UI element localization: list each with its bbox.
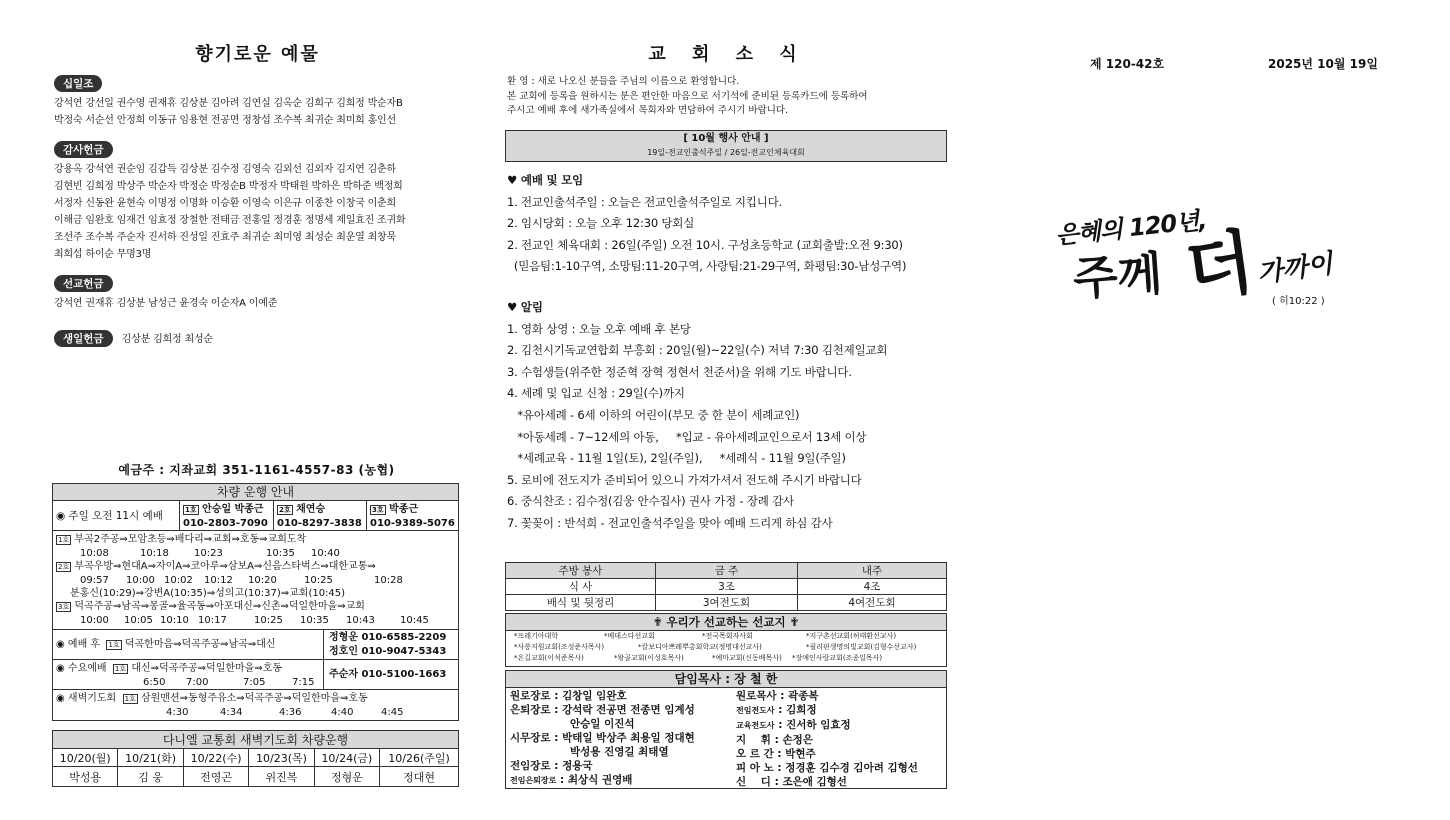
kitchen-cell: 3조	[656, 579, 798, 595]
names-line: 김상분 김희정 최성순	[121, 334, 213, 345]
route-1	[56, 533, 455, 547]
driver-phone: 010-9389-5076	[370, 518, 455, 529]
mission-item: *필리핀생명의빛교회(김형수선교사)	[806, 643, 917, 651]
daniel-day: 10/20(월)	[53, 749, 118, 767]
staff-role: 원로목사	[736, 690, 777, 702]
daniel-day: 10/23(목)	[249, 749, 314, 767]
daniel-day: 10/24(금)	[314, 749, 379, 767]
staff-names: 김창일 임완호	[562, 690, 627, 702]
worship-item: (믿음팀:1-10구역, 소망팀:11-20구역, 사랑팀:21-29구역, 화평팀:30-남성구역)	[507, 259, 907, 274]
daniel-day: 10/26(주일)	[380, 749, 459, 767]
staff-role: 전임은퇴장로	[510, 776, 557, 785]
kitchen-cell: 4여전도회	[798, 595, 947, 611]
mission-item: *베데스다선교회	[604, 632, 655, 640]
staff-role: 전임전도사	[736, 706, 775, 715]
names-line: 김현빈 김희정 박상주 박순자 박정순 박정순B 박정자 박태원 박하은 박하준 백정희	[54, 181, 403, 192]
notice-item: 5. 로비에 전도지가 준비되어 있으니 가져가셔서 전도해 주시기 바랍니다	[507, 472, 862, 487]
route-time: 10:00	[80, 615, 109, 626]
wed-times	[56, 676, 323, 689]
route-times	[56, 547, 455, 560]
contact: 정호인 010-9047-5343	[329, 646, 447, 657]
staff-left: 원로장로 : 김창일 임완호 은퇴장로 : 강석락 전공면 전종면 임계성 안승일 이진석 시무장로 : 박태일 박상주 최용일 정대현 박성용 진영길 최태열 전임장로 : 정용국 전임은퇴장로 : 최상식 권영배	[510, 689, 736, 789]
after-route: 덕곡한마음⇒덕곡주공⇒남곡⇒대신	[124, 639, 276, 650]
route-text: 부곡2주공⇒모암초등⇒배다리⇒교회⇒호동⇒교회도착	[74, 534, 307, 545]
wed-route: 대신⇒덕곡주공⇒덕일한마을⇒호동	[131, 663, 283, 674]
staff-title: 담임목사 : 장 철 한	[506, 671, 946, 688]
route-time: 4:45	[381, 707, 404, 718]
staff-names: 조은애 김형선	[782, 776, 847, 788]
route-time: 10:23	[194, 548, 223, 559]
route-time: 4:30	[166, 707, 189, 718]
names-line: 최희섭 하이순 무명3명	[54, 249, 152, 260]
dawn-label: ◉ 새벽기도회	[56, 693, 117, 704]
after-contacts	[323, 630, 458, 659]
staff-role: 전임장로	[510, 760, 551, 772]
mission-item: *온길교회(이석준목사)	[514, 654, 584, 662]
mission-item: *지구촌선교회(허태환선교사)	[806, 632, 897, 640]
event-text: 19일-전교인출석주일 / 26일-전교인체육대회	[647, 148, 805, 157]
news-title: 교 회 소 식	[648, 44, 807, 65]
staff-role: 은퇴장로	[510, 704, 551, 716]
driver-phone: 010-8297-3838	[277, 518, 362, 529]
group-birthday	[54, 330, 459, 348]
after-service-info	[53, 630, 323, 659]
kitchen-cell: 식 사	[506, 579, 656, 595]
daniel-driver: 정형운	[314, 767, 379, 787]
kitchen-header: 내주	[798, 563, 947, 579]
driver-3	[366, 501, 458, 530]
route-time: 10:00	[126, 575, 155, 586]
notice-header: ♥ 알림	[507, 300, 543, 314]
notice-item: 3. 수험생들(위주한 정준혁 장혁 정현서 천준서)을 위해 기도 바랍니다.	[507, 364, 852, 379]
mission-list	[506, 631, 946, 666]
names-line: 강용옥 강석연 권순임 김갑득 김상분 김수정 김영숙 김외선 김외자 김지연 김춘하	[54, 164, 396, 175]
group-thanks	[54, 141, 459, 263]
staff-names: 곽종복	[788, 690, 819, 702]
welcome-block	[507, 75, 947, 119]
sunday-label: ◉ 주일 오전 11시 예배	[56, 510, 163, 522]
kitchen-header: 금 주	[656, 563, 798, 579]
route-time: 7:00	[186, 677, 209, 688]
names-line: 강석연 강선일 권수영 권재휴 김상분 김아려 김연실 김옥순 김희구 김희정 박순자B	[54, 98, 403, 109]
route-time: 10:12	[204, 575, 233, 586]
car-badge: 1호	[58, 536, 70, 544]
route-time: 7:05	[243, 677, 266, 688]
daniel-driver: 박성용	[53, 767, 118, 787]
notice-item: 6. 중식찬조 : 김수정(김웅 안수집사) 권사 가정 - 장례 감사	[507, 494, 794, 509]
mission-item: *왕골교회(이성호목사)	[614, 654, 684, 662]
staff-names: 박현주	[785, 748, 816, 760]
daniel-driver: 정대현	[380, 767, 459, 787]
group-mission	[54, 275, 459, 312]
route-time: 10:40	[311, 548, 340, 559]
kitchen-header: 주방 봉사	[506, 563, 656, 579]
names-line: 조선주 조수복 주순자 진서하 진성일 진효주 최귀순 최미영 최성순 최운열 최창묵	[54, 232, 396, 243]
notice-item: *유아세례 - 6세 이하의 어린이(부모 중 한 분이 세례교인)	[507, 407, 800, 422]
mission-item: *프레기아대학	[514, 632, 559, 640]
daniel-day: 10/21(화)	[118, 749, 183, 767]
names-line: 서정자 신동완 윤현숙 이명정 이명화 이승환 이영숙 이은규 이종찬 이창국 이춘희	[54, 198, 396, 209]
names-line: 이해금 임완호 임재건 임효정 장철한 전태금 전홍일 정경훈 정명세 제일효진 조귀화	[54, 215, 406, 226]
daniel-driver: 전영곤	[183, 767, 248, 787]
worship-header: ♥ 예배 및 모임	[507, 173, 584, 187]
staff-names: 최상식 권영배	[567, 774, 633, 786]
sunday-drivers-row	[53, 501, 458, 531]
staff-role: 원로장로	[510, 690, 551, 702]
route-time: 10:10	[160, 615, 189, 626]
route-time: 10:18	[140, 548, 169, 559]
staff-role: 오 르 간	[736, 748, 774, 760]
vehicle-table	[52, 483, 459, 721]
staff-role: 신 디	[736, 776, 771, 788]
staff-role: 지 휘	[736, 734, 771, 746]
car-badge: 3호	[372, 506, 384, 514]
route-time: 6:50	[143, 677, 166, 688]
staff-role: 교육전도사	[736, 721, 775, 730]
group-label: 생일헌금	[54, 330, 113, 347]
wed-contact: 주순자 010-5100-1663	[323, 660, 458, 689]
staff-names: 강석락 전공면 전종면 임계성	[562, 704, 695, 716]
daniel-driver: 위진복	[249, 767, 314, 787]
route-text: 부곡우방⇒현대A⇒자이A⇒코아루⇒삼보A⇒신음스타벅스⇒대한교통⇒	[74, 561, 376, 572]
dawn-route: 삼원맨션⇒동형주유소⇒덕곡주공⇒덕일한마을⇒호동	[140, 693, 368, 704]
worship-section	[507, 170, 947, 278]
route-time: 4:36	[279, 707, 302, 718]
staff-names: 안승일 이진석	[570, 718, 635, 730]
route-time: 10:05	[124, 615, 153, 626]
notice-item: *세례교육 - 11월 1일(토), 2일(주일), *세례식 - 11월 9일(주일)	[507, 451, 846, 466]
route-time: 10:35	[266, 548, 295, 559]
kitchen-cell: 3여전도회	[656, 595, 798, 611]
notice-item: 4. 세례 및 입교 신청 : 29일(수)까지	[507, 386, 685, 401]
daniel-day: 10/22(수)	[183, 749, 248, 767]
route-time: 4:34	[220, 707, 243, 718]
group-label: 십일조	[54, 75, 102, 92]
driver-name: 채연승	[296, 504, 326, 515]
route-time: 10:25	[254, 615, 283, 626]
route-times	[56, 574, 455, 587]
staff-role: 시무장로	[510, 732, 551, 744]
staff-box	[505, 670, 947, 789]
motto-line2: 주께	[1071, 245, 1164, 307]
route-extra: 분홍신(10:29)⇒강변A(10:35)⇒성의고(10:37)⇒교회(10:45)	[70, 588, 346, 599]
kitchen-table	[505, 562, 947, 611]
car-badge: 1호	[108, 641, 120, 649]
offering-title: 향기로운 예물	[195, 44, 320, 65]
mission-title: ✟ 우리가 선교하는 선교지 ✟	[506, 614, 946, 631]
issue-date: 2025년 10월 19일	[1268, 57, 1378, 71]
route-times	[56, 614, 455, 627]
route-time: 10:45	[400, 615, 429, 626]
driver-2	[273, 501, 366, 530]
route-time: 10:02	[164, 575, 193, 586]
route-time: 09:57	[80, 575, 109, 586]
event-box	[505, 130, 947, 162]
staff-role: 피 아 노	[736, 762, 774, 774]
driver-phone: 010-2803-7090	[183, 518, 268, 529]
names-line: 박정숙 서순선 안정희 이동규 임용현 전공면 정창섭 조수복 최귀순 최미희 홍인선	[54, 115, 396, 126]
vehicle-title: 차량 운행 안내	[53, 484, 458, 501]
staff-names: 정용국	[562, 760, 593, 772]
car-badge: 2호	[58, 563, 70, 571]
route-2	[56, 560, 455, 574]
route-time: 10:43	[346, 615, 375, 626]
car-badge: 3호	[58, 603, 70, 611]
motto-line3: 더	[1180, 220, 1259, 312]
motto-logo	[1045, 200, 1365, 340]
car-badge: 1호	[185, 506, 197, 514]
notice-section	[507, 297, 947, 535]
mission-item: *예마교회(신동배목사)	[712, 654, 782, 662]
notice-item: *아동세례 - 7~12세의 아동, *입교 - 유아세례교인으로서 13세 이상	[507, 429, 867, 444]
notice-item: 1. 영화 상영 : 오늘 오후 예배 후 본당	[507, 321, 691, 336]
routes-block	[53, 531, 458, 630]
contact: 정형운 010-6585-2209	[329, 632, 447, 643]
staff-names: 진서하 임효정	[786, 719, 851, 731]
car-badge: 1호	[114, 665, 127, 673]
staff-names: 김희정	[786, 704, 817, 716]
group-label: 선교헌금	[54, 275, 113, 292]
route-3	[56, 600, 455, 614]
motto-line1: 은혜의 120년,	[1054, 206, 1208, 250]
dawn-row	[53, 690, 458, 720]
route-time: 10:08	[80, 548, 109, 559]
after-service-row	[53, 630, 458, 660]
car-badge: 2호	[279, 506, 291, 514]
wednesday-info	[53, 660, 323, 689]
daniel-title: 다니엘 교통회 새벽기도회 차량운행	[53, 731, 459, 749]
issue-number: 제 120-42호	[1090, 57, 1165, 71]
motto-line4: 가까이	[1255, 248, 1335, 290]
staff-right: 원로목사 : 곽종복 전임전도사 : 김희정 교육전도사 : 진서하 임효정 지 휘 : 손정은 오 르 간 : 박현주 피 아 노 : 정경훈 김수경 김아려 김형선 신 디 : 조은애 김형선	[736, 690, 918, 788]
kitchen-cell: 4조	[798, 579, 947, 595]
wed-label: ◉ 수요예배	[56, 663, 107, 674]
worship-item: 2. 전교인 체육대회 : 26일(주일) 오전 10시. 구성초등학교 (교회출발:오전 9:30)	[507, 237, 903, 252]
driver-name: 박종근	[389, 504, 419, 515]
daniel-table	[52, 730, 459, 787]
staff-names: 박태일 박상주 최용일 정대현	[562, 732, 695, 744]
route-time: 10:25	[304, 575, 333, 586]
route-time: 4:40	[331, 707, 354, 718]
welcome-line: 주시고 예배 후에 새가족실에서 목회자와 면담하여 주시기 바랍니다.	[507, 105, 789, 116]
offering-section	[54, 75, 459, 348]
bank-account: 예금주 : 지좌교회 351-1161-4557-83 (농협)	[118, 463, 395, 477]
notice-item: 7. 꽃꽂이 : 반석희 - 전교인출석주일을 맞아 예배 드리게 하심 감사	[507, 515, 833, 530]
route-time: 7:15	[292, 677, 315, 688]
dawn-times	[56, 706, 458, 719]
mission-box	[505, 613, 947, 667]
staff-names: 손정은	[782, 734, 813, 746]
route-time: 10:28	[374, 575, 403, 586]
worship-item: 1. 전교인출석주일 : 오늘은 전교인출석주일로 지킵니다.	[507, 194, 782, 209]
driver-name: 안승일 박종근	[202, 504, 264, 515]
mission-item: *사릉지원교회(조성준사목사)	[514, 643, 605, 651]
motto-reference: ( 히10:22 )	[1272, 296, 1325, 307]
kitchen-cell: 배식 및 뒷정리	[506, 595, 656, 611]
welcome-line: 본 교회에 등록을 원하시는 분은 편안한 마음으로 서기석에 준비된 등록카드에 등록하여	[507, 90, 868, 102]
route-text: 덕곡주공⇒남곡⇒몽골⇒율곡동⇒아포대신⇒신촌⇒덕일한마을⇒교회	[74, 601, 365, 612]
group-label: 감사헌금	[54, 141, 113, 158]
mission-item: *장애인사랑교회(조종일목사)	[792, 654, 883, 662]
daniel-driver: 김 웅	[118, 767, 183, 787]
worship-item: 2. 임시당회 : 오늘 오후 12:30 당회실	[507, 216, 695, 231]
after-label: ◉ 예배 후	[56, 639, 101, 650]
route-time: 10:35	[300, 615, 329, 626]
car-badge: 1호	[124, 695, 136, 703]
names-line: 강석연 권재휴 김상분 남성근 윤경숙 이순자A 이예준	[54, 298, 278, 309]
staff-names: 박성용 진영길 최태열	[570, 746, 669, 758]
wednesday-row	[53, 660, 458, 690]
driver-1	[179, 501, 273, 530]
mission-item: *칼보디아쁘레뿌총회학교(정명대선교사)	[638, 643, 762, 651]
event-title: [ 10월 행사 안내 ]	[683, 133, 769, 144]
staff-names: 정경훈 김수경 김아려 김형선	[785, 762, 918, 774]
mission-item: *전국목회자사회	[702, 632, 753, 640]
welcome-line: 환 영 : 새로 나오신 분들을 주님의 이름으로 환영합니다.	[507, 76, 740, 87]
notice-item: 2. 김천시기독교연합회 부흥회 : 20일(월)~22일(수) 저녁 7:30 김천제일교회	[507, 343, 888, 358]
group-tithe	[54, 75, 459, 129]
route-time: 10:17	[198, 615, 227, 626]
route-time: 10:20	[248, 575, 277, 586]
